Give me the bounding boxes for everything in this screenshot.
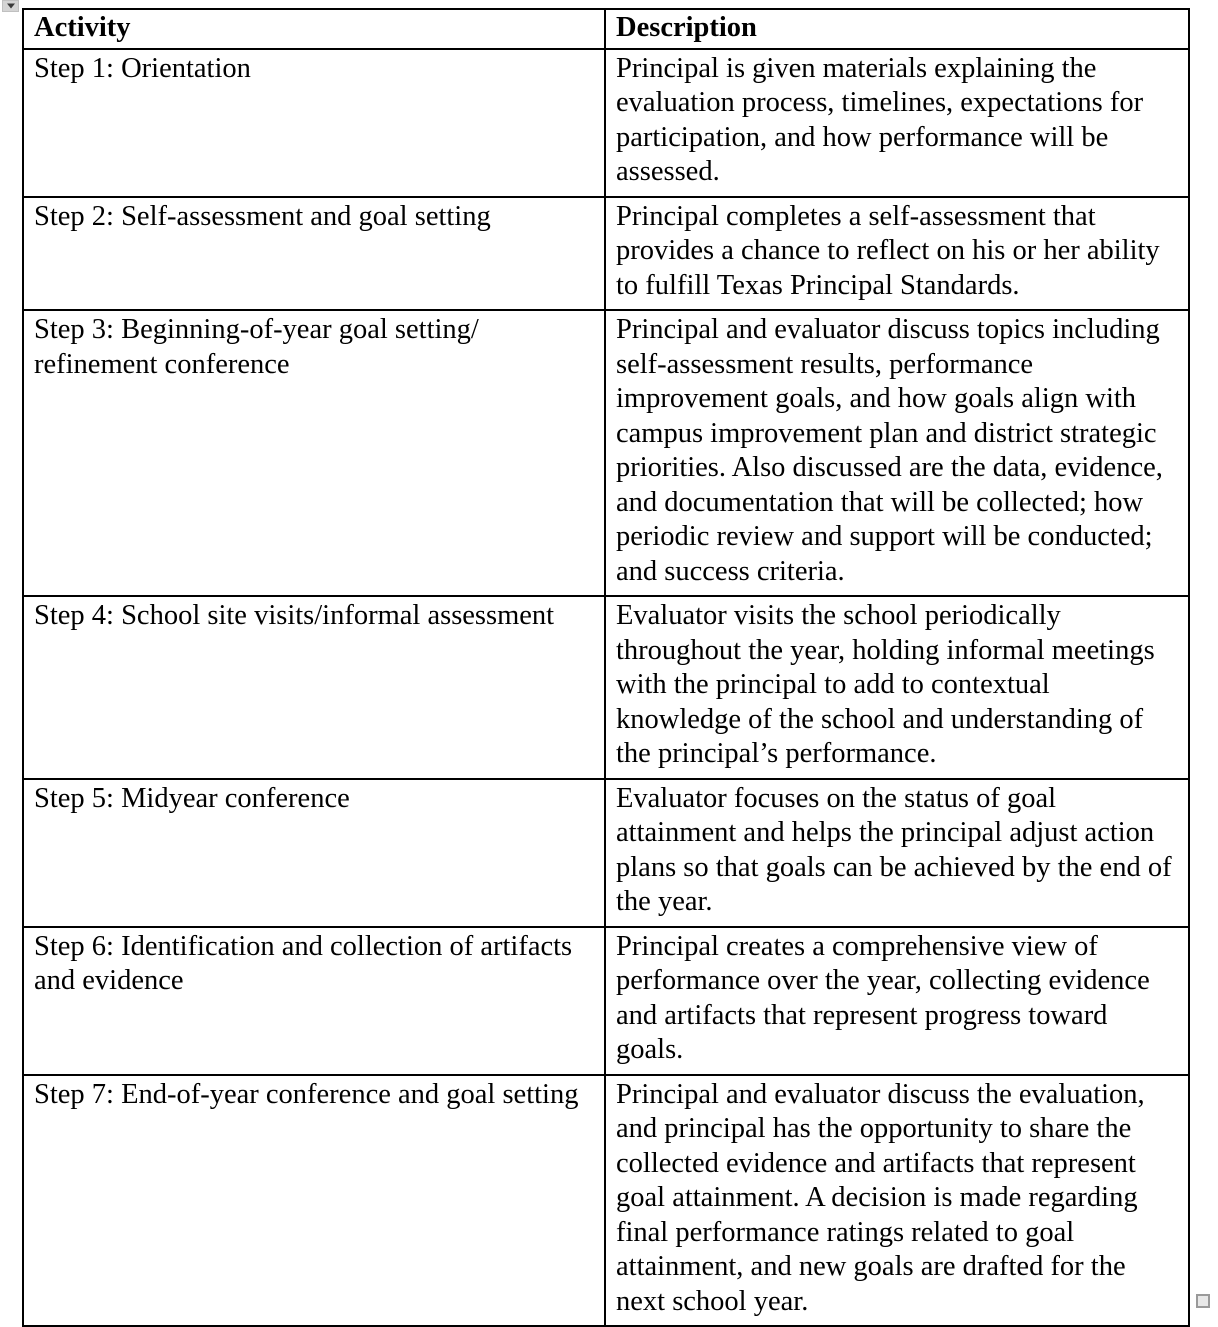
description-text: Evaluator visits the school periodically throughout the year, holding informal meetings with the principal to add to contextual knowledge of the school and understanding of the principal’s performance. [616, 600, 1162, 769]
cell-description [605, 596, 1189, 779]
cell-description [605, 779, 1189, 927]
activity-text: Step 2: Self-assessment and goal setting [34, 200, 491, 232]
table-row [23, 197, 1189, 311]
activity-text: Step 6: Identification and collection of artifacts and evidence [34, 930, 580, 996]
description-text: Principal and evaluator discuss topics including self-assessment results, performance improvement goals, and how goals align with campus improvement plan and district strategic priorities. Also discussed are the data, evidence, and documentation that will be collected; how periodic review and support will be conducted; and success criteria. [616, 314, 1170, 587]
cell-description [605, 49, 1189, 197]
cell-activity [23, 779, 605, 927]
description-text: Evaluator focuses on the status of goal attainment and helps the principal adjust action plans so that goals can be achieved by the end of the year. [616, 782, 1179, 917]
activity-text: Step 7: End-of-year conference and goal setting [34, 1078, 579, 1110]
cell-description [605, 310, 1189, 596]
description-text: Principal and evaluator discuss the evaluation, and principal has the opportunity to share the collected evidence and artifacts that represent goal attainment. A decision is made regarding final performance ratings related to goal attainment, and new goals are drafted for the next school year. [616, 1078, 1152, 1317]
cell-activity [23, 197, 605, 311]
table-header [23, 9, 1189, 49]
table-move-handle-icon[interactable] [2, 0, 19, 12]
description-text: Principal completes a self-assessment that provides a chance to reflect on his or her ability to fulfill Texas Principal Standards. [616, 200, 1167, 301]
column-header-description-label: Description [616, 12, 757, 43]
table-container [22, 8, 1188, 1327]
cell-description [605, 927, 1189, 1075]
cell-description [605, 1075, 1189, 1327]
table-row [23, 596, 1189, 779]
cell-activity [23, 49, 605, 197]
cell-activity [23, 927, 605, 1075]
activity-text: Step 5: Midyear conference [34, 782, 350, 814]
cell-activity [23, 310, 605, 596]
cell-activity [23, 1075, 605, 1327]
table-row [23, 779, 1189, 927]
chevron-down-icon [7, 4, 15, 9]
column-header-activity [23, 9, 605, 49]
activity-text: Step 4: School site visits/informal assessment [34, 600, 555, 631]
description-text: Principal creates a comprehensive view of performance over the year, collecting evidence and artifacts that represent progress toward goals. [616, 930, 1157, 1065]
table-body [23, 49, 1189, 1327]
description-text: Principal is given materials explaining the evaluation process, timelines, expectations for participation, and how performance will be assessed. [616, 52, 1151, 187]
table-row [23, 927, 1189, 1075]
table-header-row [23, 9, 1189, 49]
table-row [23, 1075, 1189, 1327]
activity-description-table [22, 8, 1190, 1327]
column-header-activity-label: Activity [34, 12, 131, 43]
table-row [23, 49, 1189, 197]
table-resize-handle-icon[interactable] [1196, 1294, 1210, 1308]
column-header-description [605, 9, 1189, 49]
table-row [23, 310, 1189, 596]
activity-text: Step 1: Orientation [34, 52, 251, 84]
cell-description [605, 197, 1189, 311]
cell-activity [23, 596, 605, 779]
activity-text: Step 3: Beginning-of-year goal setting/ refinement conference [34, 314, 486, 380]
